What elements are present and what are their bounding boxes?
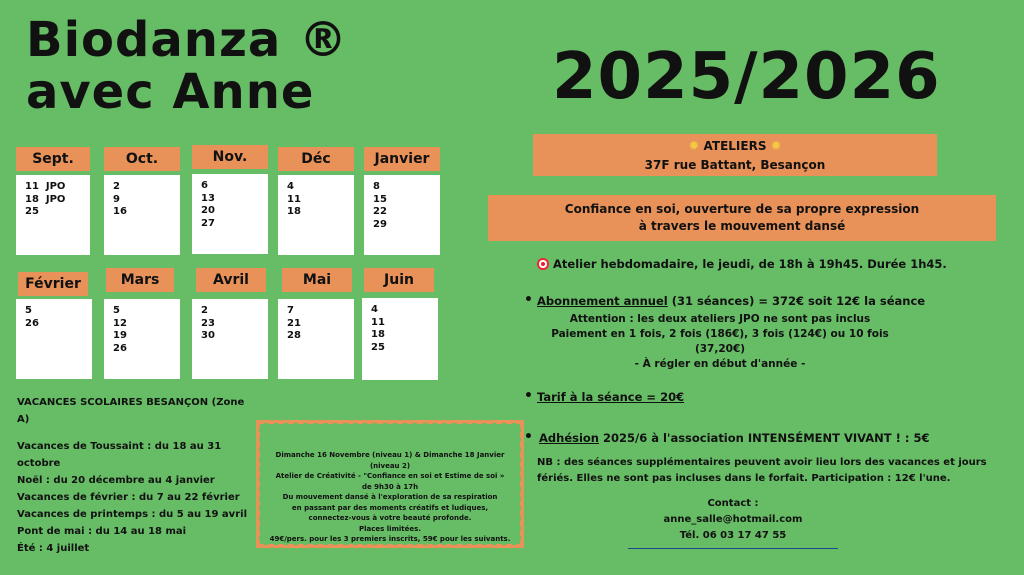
promo-line: en passant par des moments créatifs et ludiques, (291, 503, 489, 512)
bullet-dot: • (524, 292, 533, 308)
date-item: 7 (287, 305, 294, 316)
month-dates-dec (278, 175, 354, 255)
month-header-sept: Sept. (16, 147, 90, 171)
holiday-item: Vacances de Toussaint : du 18 au 31 octobre (17, 441, 222, 469)
date-item: 2 (113, 181, 120, 192)
date-item: 11 (371, 316, 385, 328)
date-item: 19 (113, 330, 127, 341)
date-item: 25 (371, 341, 385, 353)
abonnement-note: Attention : les deux ateliers JPO ne sont pas inclus (569, 313, 871, 325)
month-header-mars: Mars (106, 268, 174, 292)
title-line1: Biodanza ® (26, 12, 348, 68)
page-title (26, 14, 348, 118)
sun-icon: ✹ (688, 139, 700, 154)
promo-line: Du mouvement dansé à l'exploration de sa respiration (282, 493, 498, 501)
workshop-promo-box (258, 422, 522, 546)
date-item: 4 (287, 181, 294, 192)
month-dates-mars (104, 299, 180, 379)
school-holidays-title: VACANCES SCOLAIRES BESANÇON (Zone A) (17, 397, 245, 425)
promo-line: Dimanche 16 Novembre (niveau 1) & Dimanche 18 Janvier (niveau 2) (275, 451, 505, 470)
confiance-banner (488, 195, 996, 241)
title-line2: avec Anne (26, 64, 315, 120)
date-item: 22 (373, 206, 387, 217)
holiday-item: Noël : du 20 décembre au 4 janvier (17, 475, 215, 486)
date-item: 5 (113, 305, 120, 316)
adhesion-detail: 2025/6 à l'association INTENSÉMENT VIVANT ! : 5€ (599, 431, 930, 445)
date-item: 28 (287, 330, 301, 341)
promo-line: Places limitées. (359, 524, 421, 533)
tarif-seance: Tarif à la séance = 20€ (537, 390, 685, 404)
weekly-workshop (537, 257, 947, 271)
month-header-nov: Nov. (192, 145, 268, 169)
date-item: 18 JPO (25, 193, 66, 205)
date-item: 29 (373, 218, 387, 230)
month-dates-mai (278, 299, 354, 379)
holiday-item: Vacances de février : du 7 au 22 février (17, 492, 240, 503)
month-header-avril: Avril (196, 268, 266, 292)
holiday-item: Été : 4 juillet (17, 543, 90, 554)
month-dates-avril (192, 299, 268, 379)
month-dates-janvier (364, 175, 440, 255)
ateliers-label: ATELIERS (703, 139, 767, 153)
date-item: 2 (201, 305, 208, 316)
month-dates-nov (192, 174, 268, 254)
month-dates-juin (362, 298, 438, 380)
abonnement (537, 294, 925, 308)
sun-icon: ✹ (770, 139, 782, 154)
date-item: 27 (201, 217, 215, 229)
date-item: 11 JPO (25, 181, 66, 192)
promo-line: de 9h30 à 17h (361, 482, 419, 491)
confiance-line2: à travers le mouvement dansé (638, 219, 846, 233)
school-holidays (17, 394, 257, 557)
contact-block (628, 496, 838, 544)
date-item: 9 (113, 193, 120, 205)
nb-line: fériés. Elles ne sont pas incluses dans le forfait. Participation : 12€ l'une. (537, 473, 951, 484)
date-item: 26 (25, 317, 39, 329)
date-item: 20 (201, 205, 215, 216)
month-header-janvier: Janvier (364, 147, 440, 171)
date-item: 13 (201, 192, 215, 204)
date-item: 30 (201, 330, 215, 341)
date-item: 23 (201, 317, 215, 329)
adhesion (539, 431, 930, 445)
ateliers-banner (533, 134, 937, 176)
date-item: 25 (25, 206, 39, 217)
date-item: 26 (113, 342, 127, 354)
date-item: 21 (287, 317, 301, 329)
abonnement-note: Paiement en 1 fois, 2 fois (186€), 3 fois (124€) ou 10 fois (37,20€) (551, 328, 889, 355)
contact-divider (628, 548, 838, 549)
date-item: 5 (25, 305, 32, 316)
contact-phone[interactable]: Tél. 06 03 17 47 55 (679, 530, 787, 541)
promo-line: 49€/pers. pour les 3 premiers inscrits, 59€ pour les suivants. (269, 535, 511, 543)
abonnement-notes (540, 312, 900, 372)
month-header-dec: Déc (278, 147, 354, 171)
date-item: 12 (113, 317, 127, 329)
holiday-item: Vacances de printemps : du 5 au 19 avril (17, 509, 247, 520)
confiance-line1: Confiance en soi, ouverture de sa propre expression (564, 202, 920, 216)
month-header-oct: Oct. (104, 147, 180, 171)
promo-line: Atelier de Créativité - "Confiance en soi et Estime de soi » (275, 472, 505, 480)
contact-email[interactable]: anne_salle@hotmail.com (663, 514, 803, 525)
holiday-item: Pont de mai : du 14 au 18 mai (17, 526, 187, 537)
date-item: 8 (373, 181, 380, 192)
date-item: 6 (201, 180, 208, 191)
month-header-mai: Mai (282, 268, 352, 292)
date-item: 18 (287, 206, 301, 217)
bullet-dot: • (524, 429, 533, 445)
ateliers-address: 37F rue Battant, Besançon (644, 158, 826, 172)
date-item: 15 (373, 193, 387, 205)
nb-note (537, 455, 987, 487)
date-item: 18 (371, 329, 385, 340)
abonnement-detail: (31 séances) = 372€ soit 12€ la séance (667, 294, 926, 308)
month-header-juin: Juin (364, 268, 434, 292)
bullet-dot: • (524, 388, 533, 404)
date-item: 4 (371, 304, 378, 315)
abonnement-label: Abonnement annuel (537, 294, 668, 308)
weekly-workshop-text: Atelier hebdomadaire, le jeudi, de 18h à 19h45. Durée 1h45. (553, 257, 947, 271)
abonnement-note: - À régler en début d'année - (634, 358, 806, 370)
month-dates-fevrier (16, 299, 92, 379)
adhesion-label: Adhésion (539, 431, 599, 445)
date-item: 11 (287, 193, 301, 205)
contact-label: Contact : (707, 498, 759, 509)
month-dates-sept (16, 175, 90, 255)
target-icon (537, 258, 549, 270)
season-year: 2025/2026 (552, 40, 941, 114)
month-header-fevrier: Février (18, 272, 88, 296)
date-item: 16 (113, 206, 127, 217)
promo-line: connectez-vous à votre beauté profonde. (308, 514, 472, 522)
nb-line: NB : des séances supplémentaires peuvent avoir lieu lors des vacances et jours (537, 457, 987, 468)
month-dates-oct (104, 175, 180, 255)
